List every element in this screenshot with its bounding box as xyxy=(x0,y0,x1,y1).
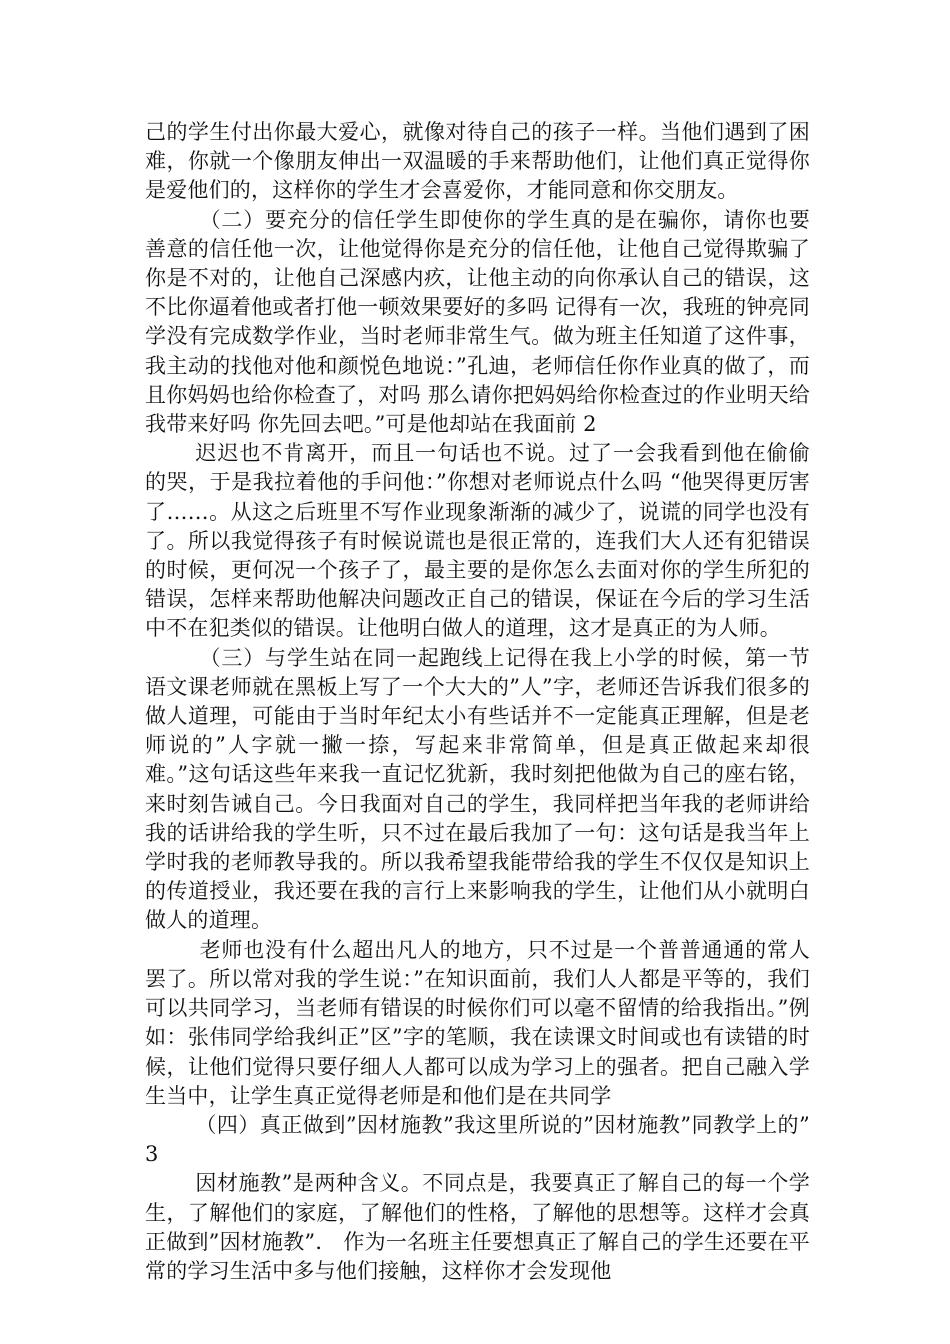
document-page xyxy=(145,118,810,1286)
paragraph-4: （三）与学生站在同一起跑线上记得在我上小学的时候，第一节语文课老师就在黑板上写了一个大大的”人”字，老师还告诉我们很多的做人道理，可能由于当时年纪太小有些话并不一定能真正理解，但是老师说的”人字就一撇一捺，写起来非常简单，但是真正做起来却很难。”这句话这些年来我一直记忆犹新，我时刻把他做为自己的座右铭，来时刻告诫自己。今日我面对自己的学生，我同样把当年我的老师讲给我的话讲给我的学生听，只不过在最后我加了一句：这句话是我当年上学时我的老师教导我的。所以我希望我能带给我的学生不仅仅是知识上的传道授业，我还要在我的言行上来影响我的学生，让他们从小就明白做人的道理。 xyxy=(145,645,810,933)
paragraph-2: （二）要充分的信任学生即使你的学生真的是在骗你，请你也要善意的信任他一次，让他觉得你是充分的信任他，让他自己觉得欺骗了你是不对的，让他自己深感内疚，让他主动的向你承认自己的错误，这不比你逼着他或者打他一顿效果要好的多吗 记得有一次，我班的钟亮同学没有完成数学作业，当时老师非常生气。做为班主任知道了这件事，我主动的找他对他和颜悦色地说：”孔迪，老师信任你作业真的做了，而且你妈妈也给你检查了，对吗 那么请你把妈妈给你检查过的作业明天给我带来好吗 你先回去吧。”可是他却站在我面前 2 xyxy=(145,207,810,437)
paragraph-7: 因材施教”是两种含义。不同点是，我要真正了解自己的每一个学生，了解他们的家庭，了解他们的性格，了解他的思想等。这样才会真正做到”因材施教”． 作为一名班主任要想真正了解自己的学生还要在平常的学习生活中多与他们接触，这样你才会发现他 xyxy=(145,1171,810,1283)
paragraph-1: 己的学生付出你最大爱心，就像对待自己的孩子一样。当他们遇到了困难，你就一个像朋友伸出一双温暖的手来帮助他们，让他们真正觉得你是爱他们的，这样你的学生才会喜爱你，才能同意和你交朋友。 xyxy=(145,120,810,203)
paragraph-3: 迟迟也不肯离开，而且一句话也不说。过了一会我看到他在偷偷的哭，于是我拉着他的手问他：”你想对老师说点什么吗 “他哭得更厉害了……。从这之后班里不写作业现象渐渐的减少了，说谎的同学也没有了。所以我觉得孩子有时候说谎也是很正常的，连我们大人还有犯错误的时候，更何况一个孩子了，最主要的是你怎么去面对你的学生所犯的错误，怎样来帮助他解决问题改正自己的错误，保证在今后的学习生活中不在犯类似的错误。让他明白做人的道理，这才是真正的为人师。 xyxy=(145,441,810,641)
paragraph-5: 老师也没有什么超出凡人的地方，只不过是一个普普通通的常人罢了。所以常对我的学生说：”在知识面前，我们人人都是平等的，我们可以共同学习，当老师有错误的时候你们可以毫不留情的给我指出。”例如：张伟同学给我纠正”区”字的笔顺，我在读课文时间或也有读错的时候，让他们觉得只要仔细人人都可以成为学习上的强者。把自己融入学生当中，让学生真正觉得老师是和他们是在共同学 xyxy=(145,937,810,1108)
paragraph-6: （四）真正做到”因材施教”我这里所说的”因材施教”同教学上的” 3 xyxy=(145,1112,810,1167)
